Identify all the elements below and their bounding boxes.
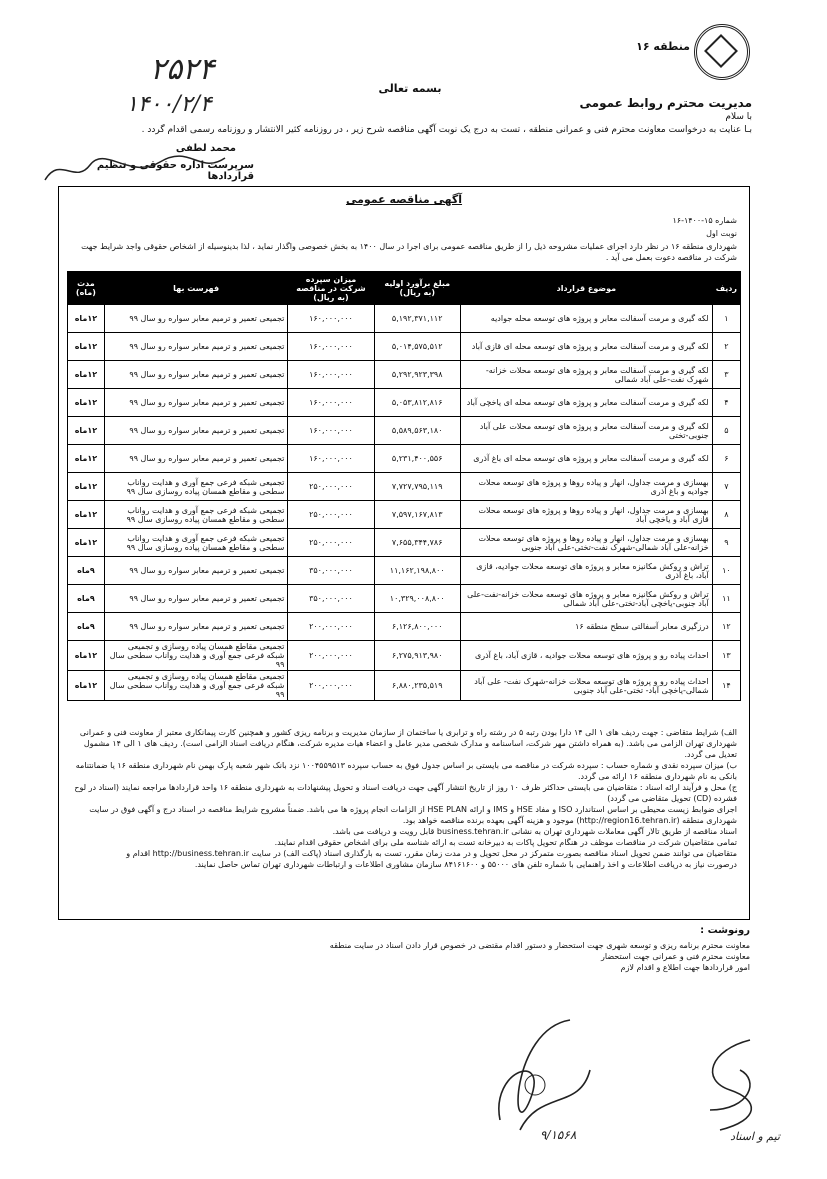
row-subject: احداث پیاده رو و پروژه های توسعه محلات جوادیه ، قازی آباد، باغ آذری [460,641,712,671]
row-deposit: ۲۰۰,۰۰۰,۰۰۰ [288,641,374,671]
row-index: ۱۰ [712,557,740,585]
row-duration: ۱۲ماه [68,445,105,473]
cc-item: معاونت محترم برنامه ریزی و توسعه شهری جهت استحضار و دستور اقدام مقتضی در خصوص قرار دادن اسناد در سایت منطقه [329,941,750,950]
row-index: ۶ [712,445,740,473]
row-price-list: تجمیعی تعمیر و ترمیم معابر سواره رو سال ۹۹ [104,333,288,361]
table-row [68,305,741,333]
row-deposit: ۲۵۰,۰۰۰,۰۰۰ [288,473,374,501]
row-price-list: تجمیعی تعمیر و ترمیم معابر سواره رو سال ۹۹ [104,389,288,417]
row-index: ۳ [712,361,740,389]
condition-e: اسناد مناقصه از طریق تالار آگهی معاملات شهرداری تهران به نشانی business.tehran.ir قابل رویت و دریافت می باشد. [332,827,737,836]
row-price-list: تجمیعی شبکه فرعی جمع آوری و هدایت رواناب سطحی و مقاطع همسان پیاده روسازی سال ۹۹ [104,501,288,529]
row-deposit: ۱۶۰,۰۰۰,۰۰۰ [288,389,374,417]
row-duration: ۱۲ماه [68,641,105,671]
condition-d: اجرای ضوابط زیست محیطی بر اساس استاندارد ISO و مفاد HSE و IMS و ارائه HSE PLAN از الزامات انجام پروژه ها می باشد. ضمناً مشروح شرایط مناقصه در اسناد درج و آگهی فوق در سایت شهرداری منطقه (http://region16.tehran.ir) موجود و هزینه آگهی بعهده برنده مناقصه خواهد بود. [89,805,737,825]
signer-title: سرپرست اداره حقوقی و تنظیم قراردادها [96,160,254,182]
notice-box [58,186,750,920]
table-row [68,529,741,557]
condition-c: ج) محل و فرآیند ارائه اسناد : متقاضیان می بایستی حداکثر ظرف ۱۰ روز از تاریخ انتشار آگهی جهت دریافت اسناد و تحویل پیشنهادات به شهرداری منطقه ۱۶ واحد قراردادها مراجعه نمایند (اسناد در لوح فشرده (CD) تحویل متقاضی می گردد) [74,783,737,803]
row-estimate: ۶,۸۸۰,۲۳۵,۵۱۹ [374,671,460,701]
table-row [68,641,741,671]
row-index: ۷ [712,473,740,501]
row-deposit: ۲۵۰,۰۰۰,۰۰۰ [288,529,374,557]
cc-list [150,940,750,973]
table-row [68,473,741,501]
table-row [68,361,741,389]
row-duration: ۹ماه [68,585,105,613]
bismillah: بسمه تعالی [378,82,442,95]
table-row [68,613,741,641]
row-index: ۵ [712,417,740,445]
row-duration: ۱۲ماه [68,305,105,333]
cc-item: امور قراردادها جهت اطلاع و اقدام لازم [620,963,750,972]
notice-intro: شهرداری منطقه ۱۶ در نظر دارد اجرای عملیات مشروحه ذیل را از طریق مناقصه عمومی برای اجرا در سال ۱۴۰۰ به بخش خصوصی واگذار نماید ، لذا بدینوسیله از اشخاص حقوقی واجد شرایط جهت شرکت در مناقصه دعوت بعمل می آید . [81,242,737,262]
row-price-list: تجمیعی شبکه فرعی جمع آوری و هدایت رواناب سطحی و مقاطع همسان پیاده روسازی سال ۹۹ [104,529,288,557]
row-duration: ۹ماه [68,613,105,641]
condition-g: متقاضیان می توانند ضمن تحویل اسناد مناقصه بصورت متمرکز در محل تحویل و در مدت زمان مقرر، تست به بارگذاری اسناد (پاکت الف) در سایت http://business.tehran.ir اقدام و [126,849,737,858]
cc-title: رونوشت : [700,925,750,936]
row-index: ۲ [712,333,740,361]
row-estimate: ۵,۰۱۴,۵۷۵,۵۱۲ [374,333,460,361]
row-subject: لکه گیری و مرمت آسفالت معابر و پروژه های توسعه محلات خزانه-شهرک نفت-علی آباد شمالی [460,361,712,389]
row-subject: تراش و روکش مکانیزه معابر و پروژه های توسعه محلات جوادیه، قازی آباد، باغ آذری [460,557,712,585]
row-price-list: تجمیعی تعمیر و ترمیم معابر سواره رو سال ۹۹ [104,557,288,585]
table-row [68,389,741,417]
row-price-list: تجمیعی تعمیر و ترمیم معابر سواره رو سال ۹۹ [104,613,288,641]
row-deposit: ۳۵۰,۰۰۰,۰۰۰ [288,557,374,585]
row-subject: لکه گیری و مرمت آسفالت معابر و پروژه های توسعه محله ای یاخچی آباد [460,389,712,417]
notice-conditions [69,727,737,870]
row-duration: ۹ماه [68,557,105,585]
row-estimate: ۱۰,۳۲۹,۰۰۸,۸۰۰ [374,585,460,613]
table-row [68,557,741,585]
row-subject: درزگیری معابر آسفالتی سطح منطقه ۱۶ [460,613,712,641]
row-duration: ۱۲ماه [68,671,105,701]
table-row [68,671,741,701]
municipality-logo [694,24,750,80]
row-price-list: تجمیعی تعمیر و ترمیم معابر سواره رو سال ۹۹ [104,305,288,333]
row-deposit: ۱۶۰,۰۰۰,۰۰۰ [288,305,374,333]
condition-b: ب) میزان سپرده نقدی و شماره حساب : سپرده شرکت در مناقصه می بایستی بر اساس جدول فوق به حساب سپرده ۱۰۰۴۵۵۹۵۱۳ نزد بانک شهر شعبه پارک بهمن نام شهرداری منطقه ۱۶ یا ضمانتنامه بانکی به نام شهرداری منطقه ۱۶ ارائه می گردد. [75,761,737,781]
row-subject: احداث پیاده رو و پروژه های توسعه محلات خزانه-شهرک نفت- علی آباد شمالی-یاخچی آباد- تختی-علی آباد جنوبی [460,671,712,701]
notice-round: نوبت اول [706,229,737,238]
row-index: ۱۳ [712,641,740,671]
row-estimate: ۱۱,۱۶۲,۱۹۸,۸۰۰ [374,557,460,585]
row-deposit: ۲۰۰,۰۰۰,۰۰۰ [288,613,374,641]
addressee: مدیریت محترم روابط عمومی [579,96,752,110]
district-label: منطقه ۱۶ [636,40,690,53]
table-row [68,333,741,361]
cc-item: معاونت محترم فنی و عمرانی جهت استحضار [601,952,750,961]
row-deposit: ۲۰۰,۰۰۰,۰۰۰ [288,671,374,701]
request-text: بـا عنایت به درخواست معاونت محترم فنی و عمرانی منطقه ، تست به درج یک نوبت آگهی مناقصه شرح زیر ، در روزنامه کثیر الانتشار و روزنامه رسمی اقدام گردد . [141,125,752,135]
condition-h: درصورت نیاز به دریافت اطلاعات و اخذ راهنمایی با شماره تلفن های ۵۵۰۰۰ و ۸۴۱۶۱۶۰۰ سازمان مشاوری اطلاعات و ارتباطات شهرداری تهران تماس حاصل نمایند. [194,860,737,869]
row-duration: ۱۲ماه [68,473,105,501]
col-deposit: میزان سپرده شرکت در مناقصه (به ریال) [288,272,374,305]
table-row [68,445,741,473]
row-index: ۱۲ [712,613,740,641]
row-subject: بهسازی و مرمت جداول، انهار و پیاده روها و پروژه های توسعه محلات جوادیه و باغ آذری [460,473,712,501]
row-estimate: ۵,۰۵۳,۸۱۲,۸۱۶ [374,389,460,417]
row-estimate: ۵,۲۳۱,۴۰۰,۵۵۶ [374,445,460,473]
row-duration: ۱۲ماه [68,389,105,417]
row-estimate: ۶,۲۷۵,۹۱۳,۹۸۰ [374,641,460,671]
row-estimate: ۷,۵۹۷,۱۶۷,۸۱۳ [374,501,460,529]
row-subject: لکه گیری و مرمت آسفالت معابر و پروژه های توسعه محله جوادیه [460,305,712,333]
right-handwritten-note: تیم و اسناد [730,1130,780,1143]
row-deposit: ۱۶۰,۰۰۰,۰۰۰ [288,445,374,473]
greeting: با سلام [725,112,752,122]
row-subject: لکه گیری و مرمت آسفالت معابر و پروژه های توسعه محله ای قازی آباد [460,333,712,361]
row-index: ۴ [712,389,740,417]
row-price-list: تجمیعی تعمیر و ترمیم معابر سواره رو سال ۹۹ [104,445,288,473]
signature-middle [480,1010,600,1140]
row-duration: ۱۲ماه [68,333,105,361]
row-deposit: ۱۶۰,۰۰۰,۰۰۰ [288,333,374,361]
row-price-list: تجمیعی مقاطع همسان پیاده روسازی و تجمیعی شبکه فرعی جمع آوری و هدایت رواناب سطحی سال ۹۹ [104,671,288,701]
signer-name: محمد لطفی [175,143,236,154]
row-subject: لکه گیری و مرمت آسفالت معابر و پروژه های توسعه محله ای باغ آذری [460,445,712,473]
condition-f: تمامی متقاضیان شرکت در مناقصات موظف در هنگام تحویل پاکات به دبیرخانه تست به ارائه شناسه ملی برای اشخاص حقوقی اقدام نمایند. [274,838,737,847]
col-index: ردیف [712,272,740,305]
row-estimate: ۷,۶۵۵,۳۴۴,۷۸۶ [374,529,460,557]
col-subject: موضوع قرارداد [460,272,712,305]
row-subject: بهسازی و مرمت جداول، انهار و پیاده روها و پروژه های توسعه محلات قازی آباد و یاخچی آباد [460,501,712,529]
row-subject: لکه گیری و مرمت آسفالت معابر و پروژه های توسعه محلات علی آباد جنوبی-تختی [460,417,712,445]
row-subject: بهسازی و مرمت جداول، انهار و پیاده روها و پروژه های توسعه محلات خزانه-علی آباد شمالی-شهرک نفت-تختی-علی آباد جنوبی [460,529,712,557]
row-duration: ۱۲ماه [68,417,105,445]
row-deposit: ۳۵۰,۰۰۰,۰۰۰ [288,585,374,613]
condition-a: الف) شرایط متقاضی : جهت ردیف های ۱ الی ۱۴ دارا بودن رتبه ۵ در رشته راه و ترابری یا ساختمان از سازمان مدیریت و برنامه ریزی کشور و همچنین کارت پیمانکاری معتبر از معاونت فنی و عمرانی شهرداری تهران الزامی می باشد. (به همراه داشتن مهر شرکت، اساسنامه و مدارک شخصی مدیر عامل و اعضاء هیات مدیره شرکت، هنگام دریافت اسناد الزامی است). ردیف های ۱ الی ۱۴ مشمول تعدیل می گردد. [79,728,737,759]
handwritten-date: ۱۴۰۰/۲/۴ [126,92,212,117]
handwritten-signature-scribble [40,150,230,190]
row-estimate: ۵,۲۹۲,۹۲۳,۳۹۸ [374,361,460,389]
row-price-list: تجمیعی مقاطع همسان پیاده روسازی و تجمیعی شبکه فرعی جمع آوری و هدایت رواناب سطحی سال ۹۹ [104,641,288,671]
row-estimate: ۵,۵۸۹,۵۶۳,۱۸۰ [374,417,460,445]
table-row [68,585,741,613]
row-price-list: تجمیعی تعمیر و ترمیم معابر سواره رو سال ۹۹ [104,417,288,445]
left-handwritten-date: ۹/۱۵۶۸ [540,1128,577,1142]
handwritten-number: ۲۵۲۴ [150,52,215,87]
row-price-list: تجمیعی تعمیر و ترمیم معابر سواره رو سال ۹۹ [104,361,288,389]
row-estimate: ۷,۷۲۷,۷۹۵,۱۱۹ [374,473,460,501]
table-row [68,417,741,445]
row-deposit: ۲۵۰,۰۰۰,۰۰۰ [288,501,374,529]
notice-number: شماره ۱۵-۱۴۰۰-۱۶ [672,216,737,225]
notice-title: آگهی مناقصه عمومی [345,193,463,206]
row-duration: ۱۲ماه [68,529,105,557]
col-estimate: مبلغ برآورد اولیه (به ریال) [374,272,460,305]
row-price-list: تجمیعی شبکه فرعی جمع آوری و هدایت رواناب سطحی و مقاطع همسان پیاده روسازی سال ۹۹ [104,473,288,501]
row-duration: ۱۲ماه [68,361,105,389]
row-index: ۸ [712,501,740,529]
tender-table [67,271,741,701]
row-duration: ۱۲ماه [68,501,105,529]
tender-table-header [68,272,741,305]
row-price-list: تجمیعی تعمیر و ترمیم معابر سواره رو سال ۹۹ [104,585,288,613]
row-index: ۱۴ [712,671,740,701]
row-subject: تراش و روکش مکانیزه معابر و پروژه های توسعه محلات خزانه-نفت-علی آباد جنوبی-یاخچی آباد-تختی-علی آباد شمالی [460,585,712,613]
row-estimate: ۶,۱۲۶,۸۰۰,۰۰۰ [374,613,460,641]
row-index: ۹ [712,529,740,557]
row-index: ۱ [712,305,740,333]
signature-right [690,1030,770,1140]
row-estimate: ۵,۱۹۲,۳۷۱,۱۱۲ [374,305,460,333]
row-deposit: ۱۶۰,۰۰۰,۰۰۰ [288,417,374,445]
row-deposit: ۱۶۰,۰۰۰,۰۰۰ [288,361,374,389]
col-duration: مدت (ماه) [68,272,105,305]
table-row [68,501,741,529]
col-price-list: فهرست بها [104,272,288,305]
row-index: ۱۱ [712,585,740,613]
